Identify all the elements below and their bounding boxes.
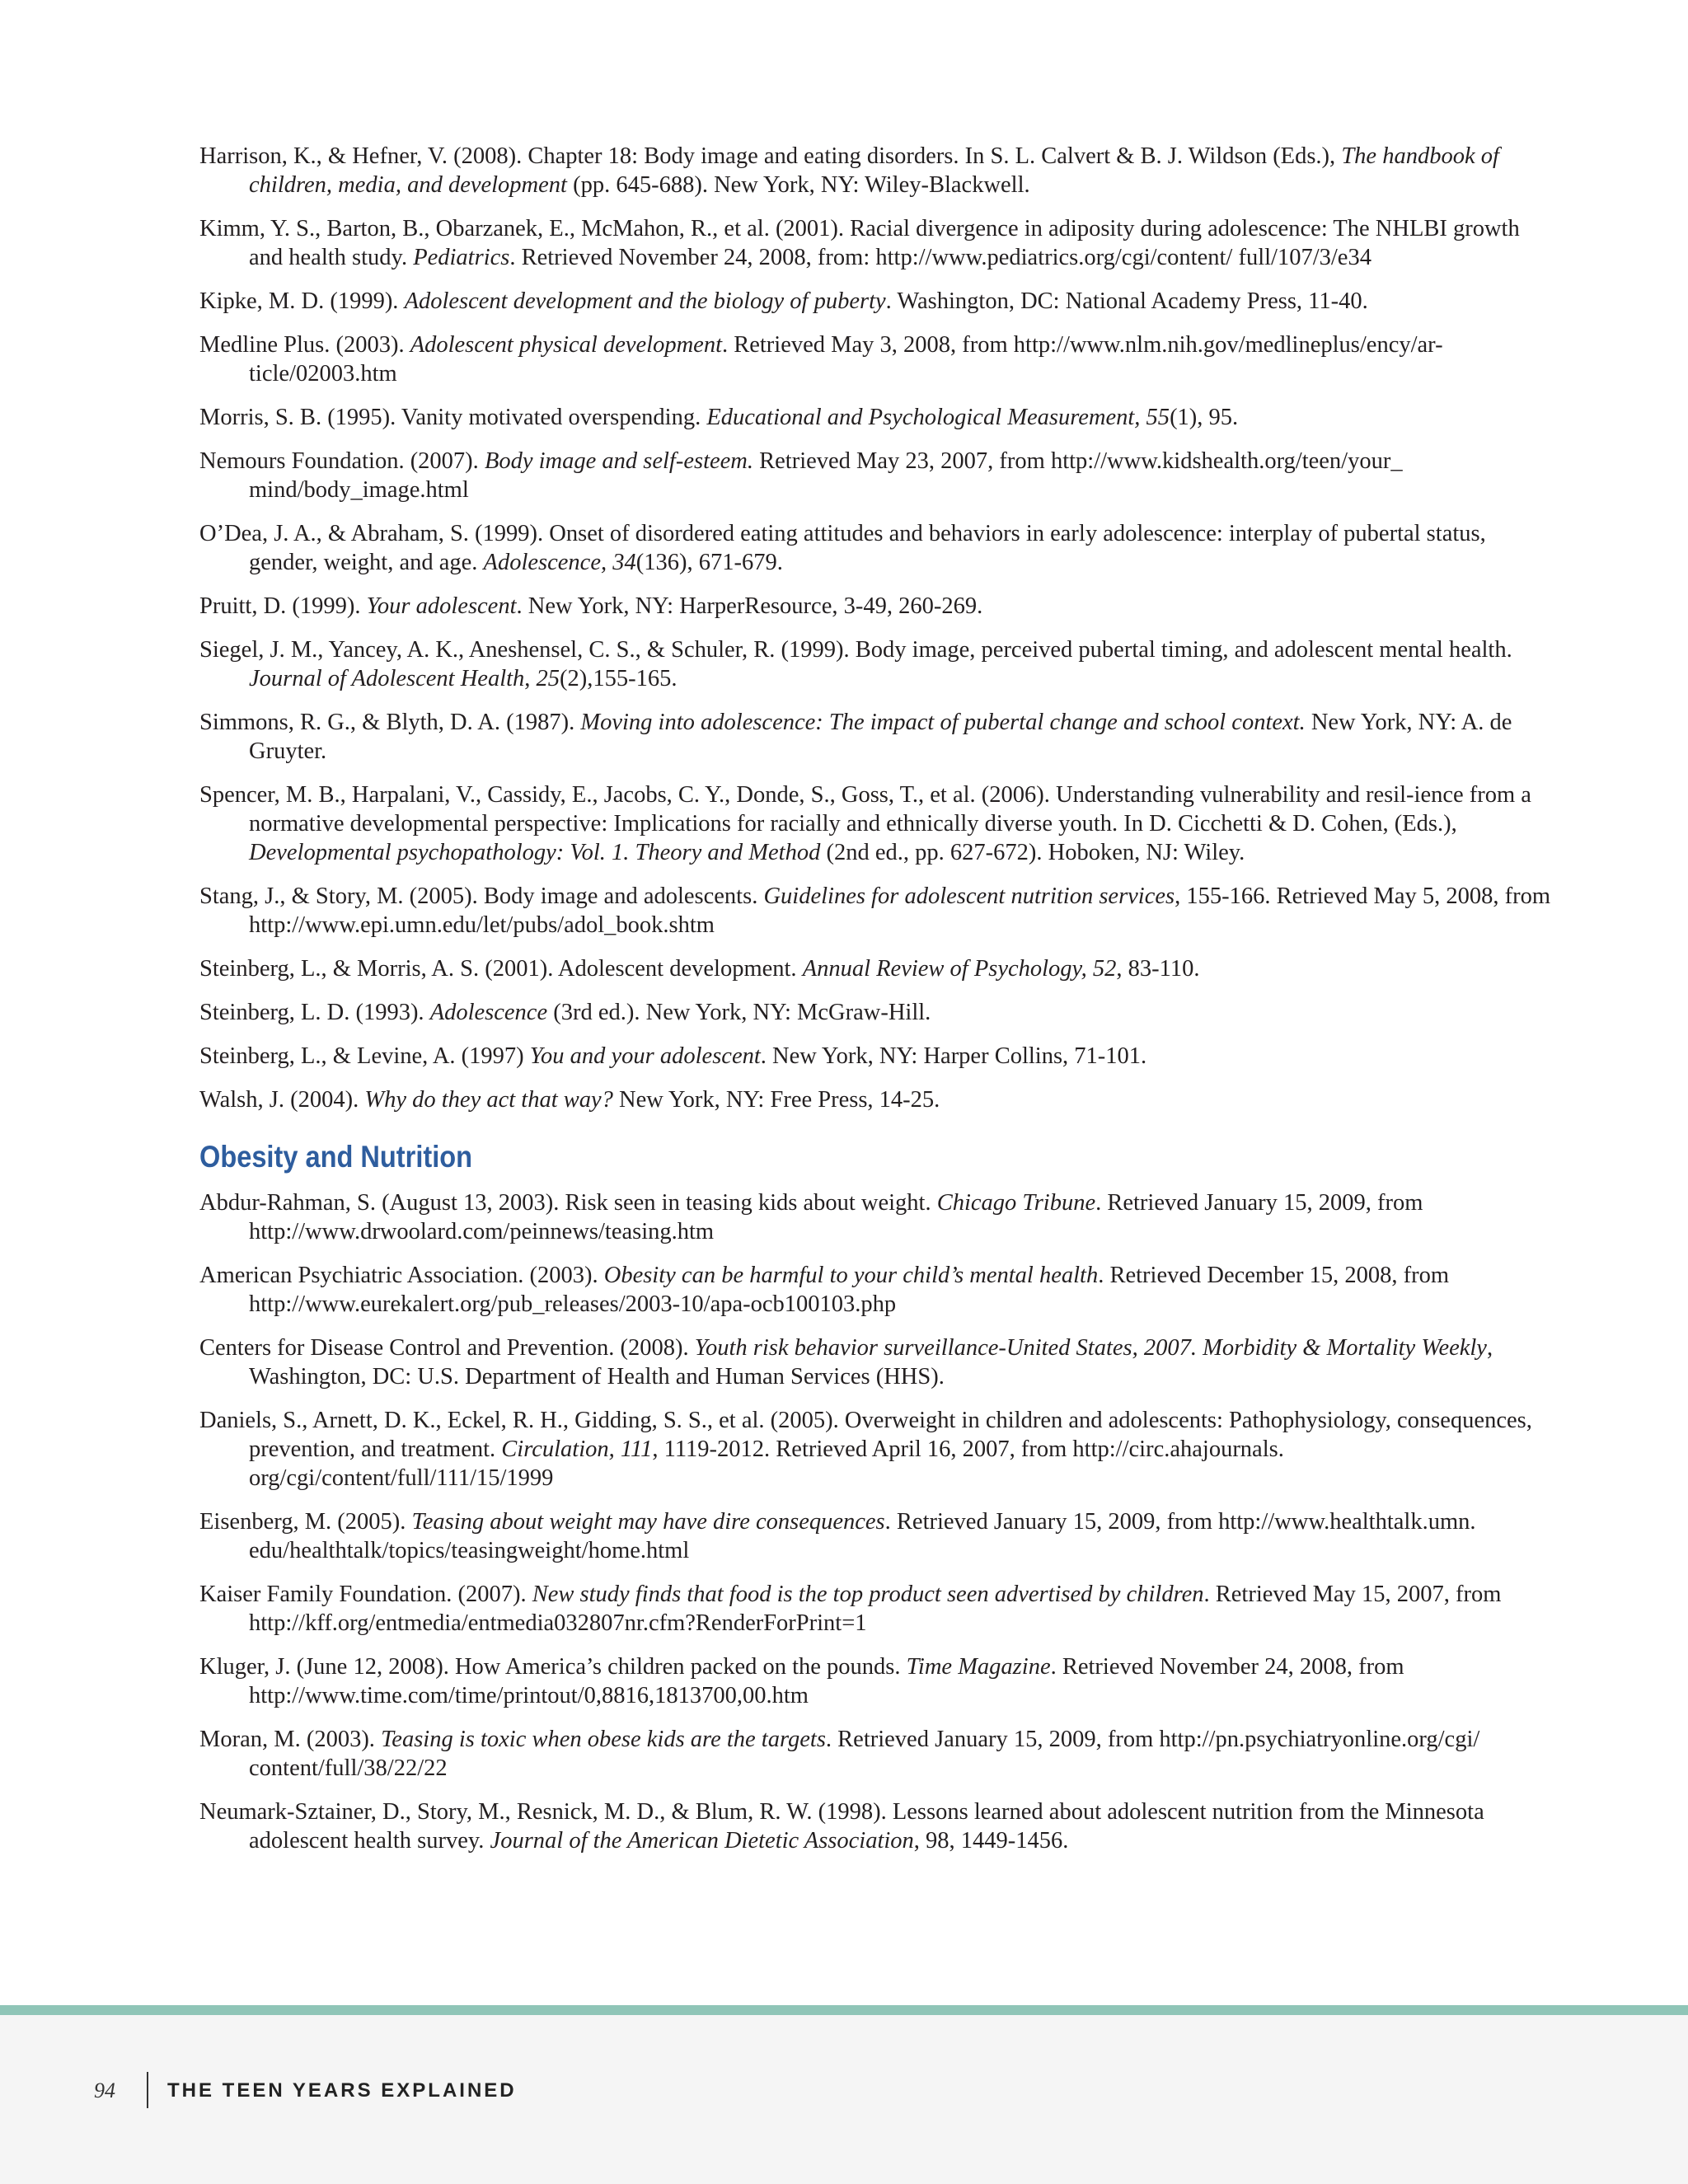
reference-text: Kluger, J. (June 12, 2008). How America’s children packed on the pounds. <box>199 1654 907 1680</box>
page-number: 94 <box>94 2079 115 2102</box>
reference-title: Pediatrics <box>413 245 510 270</box>
reference-text: Kaiser Family Foundation. (2007). <box>199 1582 532 1607</box>
reference-text: Spencer, M. B., Harpalani, V., Cassidy, E., Jacobs, C. Y., Donde, S., Goss, T., et al. (2006). Understanding vulnerability and resil-ience from a normative developmental perspective: Implications for racially and ethnically diverse youth. In D. Cicchetti & D. Cohen, (Eds.), <box>199 782 1531 837</box>
reference-text: . Retrieved January 15, 2009, from http://www.drwoolard.com/peinnews/teasing.htm <box>249 1190 1423 1244</box>
reference-text: . Retrieved January 15, 2009, from http://pn.psychiatryonline.org/cgi/ content/full/38/22/22 <box>249 1727 1480 1781</box>
reference-text: (2nd ed., pp. 627-672). Hoboken, NJ: Wiley. <box>820 840 1245 865</box>
reference-entry <box>199 1725 1551 1783</box>
reference-entry <box>199 403 1551 432</box>
reference-title: Moving into adolescence: The impact of pubertal change and school context. <box>580 710 1306 735</box>
reference-text: Medline Plus. (2003). <box>199 332 410 358</box>
reference-title: Obesity can be harmful to your child’s mental health <box>603 1263 1099 1288</box>
reference-text: Nemours Foundation. (2007). <box>199 448 485 474</box>
reference-list <box>199 142 1551 1870</box>
reference-text: . Retrieved November 24, 2008, from http://www.time.com/time/printout/0,8816,1813700,00.htm <box>249 1654 1404 1708</box>
reference-entry <box>199 1042 1551 1071</box>
reference-text: Eisenberg, M. (2005). <box>199 1509 412 1535</box>
reference-title: Your adolescent <box>366 593 517 619</box>
reference-text: . New York, NY: HarperResource, 3-49, 260-269. <box>516 593 983 619</box>
reference-text: Morris, S. B. (1995). Vanity motivated overspending. <box>199 405 707 430</box>
reference-entry <box>199 780 1551 867</box>
reference-text: , 1119-2012. Retrieved April 16, 2007, from http://circ.ahajournals. org/cgi/content/full/111/15/1999 <box>249 1436 1284 1491</box>
reference-title: The handbook of children, media, and development <box>249 143 1499 198</box>
reference-text: Moran, M. (2003). <box>199 1727 382 1752</box>
reference-text: (3rd ed.). New York, NY: McGraw-Hill. <box>547 1000 931 1025</box>
reference-entry <box>199 592 1551 621</box>
section-heading: Obesity and Nutrition <box>199 1140 473 1174</box>
reference-entry <box>199 635 1551 693</box>
reference-text: Neumark-Sztainer, D., Story, M., Resnick, M. D., & Blum, R. W. (1998). Lessons learned about adolescent nutrition from the Minnesota adolescent health survey. <box>199 1799 1484 1854</box>
reference-entry <box>199 882 1551 940</box>
reference-text: New York, NY: Free Press, 14-25. <box>612 1087 940 1113</box>
reference-text: Walsh, J. (2004). <box>199 1087 365 1113</box>
reference-title: Teasing about weight may have dire consequences <box>411 1509 885 1535</box>
reference-text: . Retrieved November 24, 2008, from: http://www.pediatrics.org/cgi/content/ full/107/3/e34 <box>509 245 1372 270</box>
reference-title: Journal of Adolescent Health <box>249 666 525 691</box>
footer-rule <box>0 2005 1688 2015</box>
reference-title: Youth risk behavior surveillance-United States, 2007. Morbidity & Mortality Weekly <box>694 1335 1487 1361</box>
reference-text: . Retrieved May 3, 2008, from http://www.nlm.nih.gov/medlineplus/ency/ar-ticle/02003.htm <box>249 332 1443 387</box>
reference-text: (2),155-165. <box>560 666 678 691</box>
reference-title: You and your adolescent <box>529 1043 761 1069</box>
reference-entry <box>199 1333 1551 1391</box>
reference-entry <box>199 330 1551 388</box>
reference-text: . Retrieved May 15, 2007, from http://kff.org/entmedia/entmedia032807nr.cfm?RenderForPrint=1 <box>249 1582 1502 1636</box>
reference-text: , 83-110. <box>1116 956 1200 982</box>
reference-entry <box>199 447 1551 504</box>
reference-text: Centers for Disease Control and Prevention. (2008). <box>199 1335 695 1361</box>
reference-text: (pp. 645-688). New York, NY: Wiley-Blackwell. <box>566 172 1030 198</box>
reference-title: Annual Review of Psychology, 52 <box>802 956 1117 982</box>
reference-title: 25 <box>536 666 560 691</box>
reference-entry <box>199 519 1551 577</box>
footer-divider <box>147 2072 148 2108</box>
reference-text: New York, NY: A. de Gruyter. <box>249 710 1512 764</box>
reference-title: Adolescent development and the biology of puberty <box>404 288 886 314</box>
reference-title: Guidelines for adolescent nutrition services <box>763 883 1175 909</box>
reference-title: Teasing is toxic when obese kids are the targets <box>381 1727 826 1752</box>
reference-text: Steinberg, L., & Morris, A. S. (2001). Adolescent development. <box>199 956 803 982</box>
reference-text: (1), 95. <box>1170 405 1239 430</box>
reference-title: Developmental psychopathology: Vol. 1. Theory and Method <box>249 840 821 865</box>
reference-entry <box>199 1797 1551 1855</box>
reference-title: Educational and Psychological Measurement, 55 <box>706 405 1170 430</box>
reference-text: Kimm, Y. S., Barton, B., Obarzanek, E., McMahon, R., et al. (2001). Racial divergence in adiposity during adolescence: The NHLBI growth and health study. <box>199 216 1520 270</box>
reference-title: Adolescence <box>429 1000 548 1025</box>
reference-text: American Psychiatric Association. (2003). <box>199 1263 604 1288</box>
reference-text: Abdur-Rahman, S. (August 13, 2003). Risk seen in teasing kids about weight. <box>199 1190 937 1216</box>
reference-title: Why do they act that way? <box>364 1087 613 1113</box>
reference-text: Stang, J., & Story, M. (2005). Body image and adolescents. <box>199 883 764 909</box>
reference-entry <box>199 1085 1551 1114</box>
reference-text: Daniels, S., Arnett, D. K., Eckel, R. H., Gidding, S. S., et al. (2005). Overweight in children and adolescents: Pathophysiology, consequences, prevention, and treatment. <box>199 1408 1532 1462</box>
reference-title: Journal of the American Dietetic Association <box>490 1828 914 1854</box>
reference-text: . Retrieved January 15, 2009, from http://www.healthtalk.umn. edu/healthtalk/topics/teasingweight/home.html <box>249 1509 1476 1563</box>
reference-text: Pruitt, D. (1999). <box>199 593 367 619</box>
reference-text: , <box>524 666 537 691</box>
reference-entry <box>199 214 1551 272</box>
reference-title: New study finds that food is the top product seen advertised by children <box>532 1582 1204 1607</box>
reference-title: Time Magazine <box>906 1654 1051 1680</box>
reference-text: Retrieved May 23, 2007, from http://www.kidshealth.org/teen/your_ mind/body_image.html <box>249 448 1403 503</box>
reference-entry <box>199 954 1551 983</box>
reference-text: , 98, 1449-1456. <box>913 1828 1069 1854</box>
reference-text: Steinberg, L. D. (1993). <box>199 1000 430 1025</box>
reference-entry <box>199 708 1551 766</box>
reference-text: , Washington, DC: U.S. Department of Health and Human Services (HHS). <box>249 1335 1493 1390</box>
reference-title: Chicago Tribune <box>936 1190 1096 1216</box>
reference-entry <box>199 1406 1551 1493</box>
reference-entry <box>199 142 1551 199</box>
reference-text: Harrison, K., & Hefner, V. (2008). Chapter 18: Body image and eating disorders. In S. L. Calvert & B. J. Wildson (Eds.), <box>199 143 1342 169</box>
reference-text: Kipke, M. D. (1999). <box>199 288 405 314</box>
reference-text: Siegel, J. M., Yancey, A. K., Aneshensel, C. S., & Schuler, R. (1999). Body image, perceived pubertal timing, and adolescent mental health. <box>199 637 1512 663</box>
reference-title: Adolescent physical development <box>410 332 722 358</box>
reference-entry <box>199 1507 1551 1565</box>
reference-text: Simmons, R. G., & Blyth, D. A. (1987). <box>199 710 581 735</box>
book-title: THE TEEN YEARS EXPLAINED <box>167 2079 517 2102</box>
reference-entry <box>199 287 1551 316</box>
reference-entry <box>199 1188 1551 1246</box>
reference-entry <box>199 998 1551 1027</box>
reference-title: Body image and self-esteem. <box>484 448 754 474</box>
reference-entry <box>199 1580 1551 1638</box>
reference-text: O’Dea, J. A., & Abraham, S. (1999). Onset of disordered eating attitudes and behaviors in early adolescence: interplay of pubertal status, gender, weight, and age. <box>199 521 1486 575</box>
reference-text: . New York, NY: Harper Collins, 71-101. <box>760 1043 1147 1069</box>
reference-text: Steinberg, L., & Levine, A. (1997) <box>199 1043 530 1069</box>
reference-text: . Retrieved December 15, 2008, from http://www.eurekalert.org/pub_releases/2003-10/apa-ocb100103.php <box>249 1263 1449 1317</box>
reference-title: Circulation, 111 <box>501 1436 653 1462</box>
reference-text: , 155-166. Retrieved May 5, 2008, from http://www.epi.umn.edu/let/pubs/adol_book.shtm <box>249 883 1551 938</box>
reference-entry <box>199 1261 1551 1319</box>
reference-text: . Washington, DC: National Academy Press, 11-40. <box>885 288 1368 314</box>
reference-title: Adolescence, 34 <box>483 550 636 575</box>
reference-text: (136), 671-679. <box>635 550 783 575</box>
reference-entry <box>199 1652 1551 1710</box>
